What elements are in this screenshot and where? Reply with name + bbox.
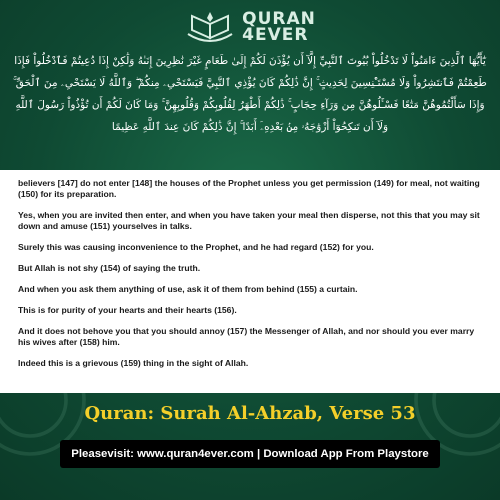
arabic-verse: يَٰٓأَيُّهَا ٱلَّذِينَ ءَامَنُواْ لَا تَدْخُلُواْ بُيُوتَ ٱلنَّبِيِّ إِلَّآ أَن يُؤْذَنَ لَكُمْ إِلَىٰ طَعَامٍ غَيْرَ نَٰظِرِينَ إِنَىٰهُ وَلَٰكِنْ إِذَا دُعِيتُمْ فَٱدْخُلُواْ فَإِذَا طَعِمْتُمْ فَٱنتَشِرُواْ وَلَا مُسْتَـْٔنِسِينَ لِحَدِيثٍ ۚ إِنَّ ذَٰلِكُمْ كَانَ يُؤْذِي ٱلنَّبِيَّ فَيَسْتَحْىِۦ مِنكُمْ ۖ وَٱللَّهُ لَا يَسْتَحْىِۦ مِنَ ٱلْحَقِّ ۚ وَإِذَا سَأَلْتُمُوهُنَّ مَتَٰعًا فَسْـَٔلُوهُنَّ مِن وَرَآءِ حِجَابٍ ۚ ذَٰلِكُمْ أَطْهَرُ لِقُلُوبِكُمْ وَقُلُوبِهِنَّ ۚ وَمَا كَانَ لَكُمْ أَن تُؤْذُواْ رَسُولَ ٱللَّهِ وَلَآ أَن تَنكِحُوٓاْ أَزْوَٰجَهُۥ مِنۢ بَعْدِهِۦٓ أَبَدًا ۚ إِنَّ ذَٰلِكُمْ كَانَ عِندَ ٱللَّهِ عَظِيمًا bbox=[13, 55, 487, 133]
translation-paragraph: And it does not behove you that you should annoy (157) the Messenger of Allah, and nor should you ever marry his wives after (158) him. bbox=[18, 326, 475, 347]
translation-paragraph: But Allah is not shy (154) of saying the truth. bbox=[18, 263, 201, 273]
footer-banner[interactable] bbox=[60, 440, 440, 468]
translation-paragraph: believers [147] do not enter [148] the houses of the Prophet unless you get permission (149) for meal, not waiting (150) for its preparation. bbox=[18, 178, 480, 199]
translation-card bbox=[0, 170, 500, 393]
translation-paragraph: This is for purity of your hearts and their hearts (156). bbox=[18, 305, 237, 315]
translation-paragraph: And when you ask them anything of use, ask it of them from behind (155) a curtain. bbox=[18, 284, 358, 294]
logo-text bbox=[242, 11, 316, 43]
translation-paragraph: Yes, when you are invited then enter, and when you have taken your meal then disperse, not this that you may sit down and amuse (151) yourselves in talks. bbox=[18, 210, 480, 231]
brand-logo bbox=[0, 6, 500, 48]
verse-title: Quran: Surah Al-Ahzab, Verse 53 bbox=[84, 402, 416, 424]
open-book-logo-icon bbox=[184, 8, 236, 46]
logo-line-2: 4EVER bbox=[242, 25, 309, 45]
logo-line-1: QURAN bbox=[242, 9, 316, 29]
translation-paragraph: Surely this was causing inconvenience to the Prophet, and he had regard (152) for you. bbox=[18, 242, 374, 252]
verse-title-band bbox=[0, 396, 500, 430]
footer-text: Pleasevisit: www.quran4ever.com | Download App From Playstore bbox=[71, 448, 429, 460]
translation-paragraph: Indeed this is a grievous (159) thing in the sight of Allah. bbox=[18, 358, 249, 368]
